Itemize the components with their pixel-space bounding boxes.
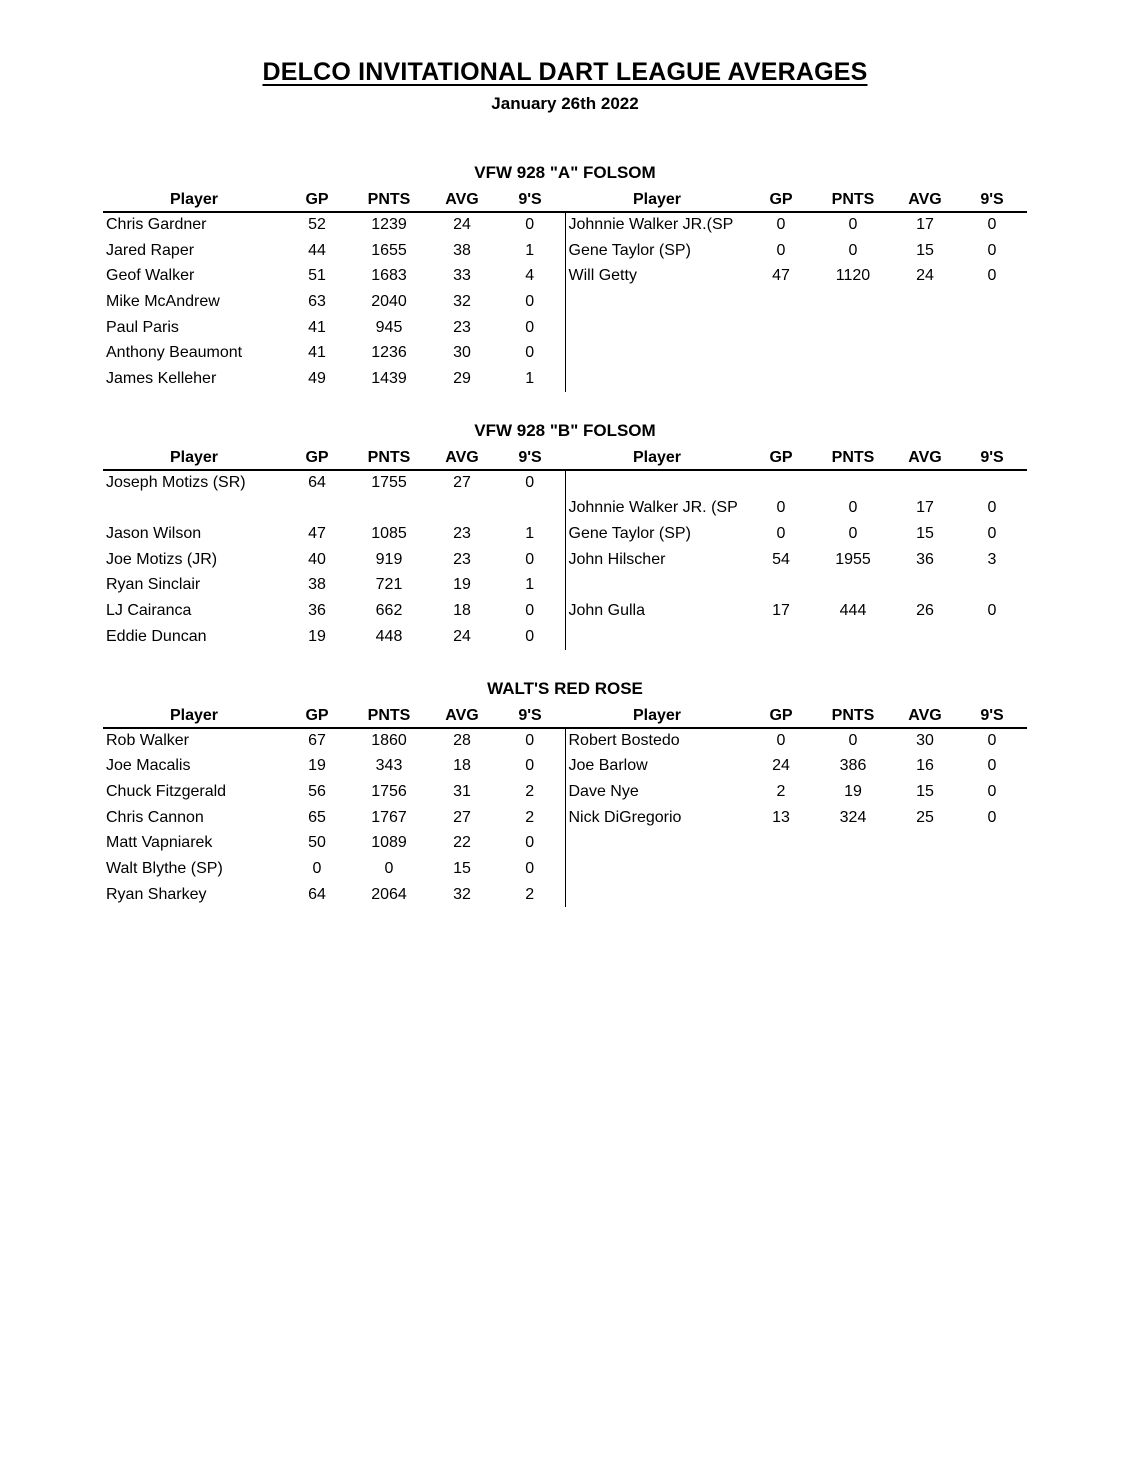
stat-cell: 1655	[371, 241, 407, 259]
stat-cell	[957, 882, 1027, 908]
stat-cell	[957, 366, 1027, 392]
stat-cell: 0	[776, 216, 786, 234]
stat-cell: 30	[453, 344, 471, 362]
stat-cell: 1	[525, 369, 535, 387]
player-name-cell	[565, 366, 749, 392]
stat-cell: 1239	[371, 216, 407, 234]
player-name-cell: Mike McAndrew	[106, 292, 220, 310]
stat-cell: 1755	[371, 474, 407, 492]
stat-cell	[813, 573, 893, 599]
stat-cell: 0	[848, 499, 858, 517]
col-header-pnts: PNTS	[349, 444, 429, 470]
player-name-cell: Jared Raper	[106, 241, 195, 259]
col-header-player: Player	[565, 186, 749, 212]
stat-cell: 56	[308, 782, 326, 800]
player-name-cell	[565, 573, 749, 599]
stat-cell: 15	[916, 241, 934, 259]
player-name-cell: Gene Taylor (SP)	[565, 521, 749, 547]
stat-cell: 41	[308, 318, 326, 336]
section-heading: VFW 928 "A" FOLSOM	[474, 163, 656, 182]
stat-cell	[893, 624, 957, 650]
stat-cell: 945	[375, 318, 403, 336]
stat-cell: 33	[453, 267, 471, 285]
player-name-cell: John Gulla	[565, 598, 749, 624]
stat-cell: 17	[772, 602, 790, 620]
player-name-cell: Chris Gardner	[106, 216, 207, 234]
table-row	[103, 624, 1027, 650]
stat-cell: 4	[525, 267, 535, 285]
section-heading: VFW 928 "B" FOLSOM	[474, 420, 656, 440]
document-content	[103, 0, 1027, 907]
stat-cell: 23	[453, 525, 471, 543]
stat-cell: 54	[772, 550, 790, 568]
stat-cell: 1120	[835, 267, 871, 285]
player-name-cell: Jason Wilson	[106, 525, 202, 543]
stat-cell: 19	[844, 782, 862, 800]
stat-cell	[893, 470, 957, 496]
player-name-cell: Matt Vapniarek	[106, 834, 213, 852]
stat-cell: 1767	[371, 808, 407, 826]
col-header-9s: 9'S	[495, 702, 565, 728]
player-name-cell: Geof Walker	[106, 267, 195, 285]
stat-cell: 24	[453, 627, 471, 645]
stat-cell: 0	[525, 318, 535, 336]
stat-cell: 44	[308, 241, 326, 259]
header-row	[103, 186, 1027, 212]
stat-cell	[957, 856, 1027, 882]
col-header-pnts: PNTS	[813, 702, 893, 728]
stat-cell: 2	[776, 782, 786, 800]
stat-cell: 0	[525, 344, 535, 362]
stat-cell: 29	[453, 369, 471, 387]
header-row	[103, 444, 1027, 470]
stat-cell: 1860	[371, 731, 407, 749]
player-name-cell	[103, 496, 285, 522]
stat-cell: 50	[308, 834, 326, 852]
player-name-cell	[565, 882, 749, 908]
stat-cell: 0	[525, 602, 535, 620]
col-header-9s: 9'S	[957, 702, 1027, 728]
stat-cell: 1	[525, 576, 535, 594]
stat-cell: 24	[916, 267, 934, 285]
stat-cell: 0	[987, 602, 997, 620]
averages-table	[103, 186, 1027, 392]
stat-cell: 0	[848, 525, 858, 543]
player-name-cell: Nick DiGregorio	[565, 805, 749, 831]
stat-cell	[749, 882, 813, 908]
stat-cell: 47	[772, 267, 790, 285]
col-header-player: Player	[103, 702, 285, 728]
stat-cell: 0	[848, 731, 858, 749]
league-section-vfw-a	[103, 163, 1027, 392]
averages-table	[103, 702, 1027, 908]
player-name-cell: Eddie Duncan	[106, 627, 207, 645]
stat-cell	[813, 624, 893, 650]
player-name-cell: Walt Blythe (SP)	[106, 859, 223, 877]
player-name-cell: LJ Cairanca	[106, 602, 192, 620]
col-header-gp: GP	[285, 444, 349, 470]
stat-cell: 0	[848, 241, 858, 259]
player-name-cell: Johnnie Walker JR.(SP	[565, 212, 749, 238]
player-name-cell: Gene Taylor (SP)	[565, 238, 749, 264]
stat-cell: 25	[916, 808, 934, 826]
table-row	[103, 779, 1027, 805]
stat-cell	[749, 315, 813, 341]
player-name-cell	[565, 340, 749, 366]
stat-cell: 64	[308, 474, 326, 492]
stat-cell: 0	[987, 757, 997, 775]
stat-cell	[749, 830, 813, 856]
stat-cell	[285, 496, 349, 522]
stat-cell	[813, 470, 893, 496]
table-row	[103, 238, 1027, 264]
col-header-avg: AVG	[893, 702, 957, 728]
stat-cell: 448	[375, 627, 403, 645]
col-header-player: Player	[565, 702, 749, 728]
stat-cell: 1089	[371, 834, 407, 852]
stat-cell: 0	[848, 216, 858, 234]
stat-cell	[957, 315, 1027, 341]
stat-cell: 16	[916, 757, 934, 775]
stat-cell: 1085	[371, 525, 407, 543]
player-name-cell	[565, 315, 749, 341]
col-header-player: Player	[565, 444, 749, 470]
stat-cell: 0	[987, 499, 997, 517]
stat-cell: 27	[453, 808, 471, 826]
stat-cell	[749, 340, 813, 366]
stat-cell	[893, 340, 957, 366]
player-name-cell: James Kelleher	[106, 369, 217, 387]
stat-cell: 0	[525, 731, 535, 749]
col-header-gp: GP	[749, 186, 813, 212]
player-name-cell: Chuck Fitzgerald	[106, 782, 227, 800]
stat-cell: 0	[776, 525, 786, 543]
stat-cell: 23	[453, 318, 471, 336]
stat-cell: 0	[776, 499, 786, 517]
stat-cell: 919	[375, 550, 403, 568]
stat-cell: 0	[987, 241, 997, 259]
table-row	[103, 547, 1027, 573]
stat-cell: 22	[453, 834, 471, 852]
stat-cell: 17	[916, 216, 934, 234]
stat-cell: 662	[375, 602, 403, 620]
stat-cell	[349, 496, 429, 522]
stat-cell	[957, 573, 1027, 599]
stat-cell: 32	[453, 292, 471, 310]
stat-cell: 0	[525, 757, 535, 775]
stat-cell: 0	[525, 216, 535, 234]
stat-cell	[957, 830, 1027, 856]
stat-cell: 40	[308, 550, 326, 568]
stat-cell	[749, 366, 813, 392]
stat-cell: 1683	[371, 267, 407, 285]
stat-cell: 19	[308, 757, 326, 775]
player-name-cell: John Hilscher	[565, 547, 749, 573]
stat-cell: 386	[839, 757, 867, 775]
stat-cell: 1236	[371, 344, 407, 362]
col-header-9s: 9'S	[495, 444, 565, 470]
stat-cell	[749, 470, 813, 496]
col-header-avg: AVG	[893, 444, 957, 470]
stat-cell	[813, 340, 893, 366]
col-header-9s: 9'S	[957, 444, 1027, 470]
player-name-cell: Ryan Sinclair	[106, 576, 201, 594]
stat-cell	[957, 470, 1027, 496]
player-name-cell: Joe Barlow	[565, 753, 749, 779]
table-row	[103, 521, 1027, 547]
stat-cell: 19	[453, 576, 471, 594]
player-name-cell: Robert Bostedo	[565, 728, 749, 754]
stat-cell: 0	[525, 474, 535, 492]
table-row	[103, 212, 1027, 238]
stat-cell: 18	[453, 757, 471, 775]
table-row	[103, 573, 1027, 599]
col-header-gp: GP	[749, 702, 813, 728]
stat-cell	[813, 856, 893, 882]
player-name-cell	[565, 624, 749, 650]
player-name-cell: Paul Paris	[106, 318, 179, 336]
stat-cell: 64	[308, 885, 326, 903]
stat-cell	[957, 289, 1027, 315]
table-row	[103, 340, 1027, 366]
stat-cell: 28	[453, 731, 471, 749]
stat-cell: 41	[308, 344, 326, 362]
stat-cell	[813, 366, 893, 392]
table-row	[103, 470, 1027, 496]
stat-cell: 13	[772, 808, 790, 826]
stat-cell: 23	[453, 550, 471, 568]
stat-cell	[893, 882, 957, 908]
stat-cell	[957, 624, 1027, 650]
stat-cell	[749, 573, 813, 599]
stat-cell	[749, 856, 813, 882]
col-header-pnts: PNTS	[813, 444, 893, 470]
table-body	[103, 212, 1027, 392]
stat-cell: 0	[987, 782, 997, 800]
player-name-cell: Johnnie Walker JR. (SP	[565, 496, 749, 522]
stat-cell: 51	[308, 267, 326, 285]
stat-cell: 0	[776, 731, 786, 749]
col-header-9s: 9'S	[495, 186, 565, 212]
stat-cell	[893, 289, 957, 315]
player-name-cell: Rob Walker	[106, 731, 189, 749]
stat-cell: 31	[453, 782, 471, 800]
stat-cell: 47	[308, 525, 326, 543]
player-name-cell	[565, 830, 749, 856]
stat-cell: 2064	[371, 885, 407, 903]
table-body	[103, 728, 1027, 908]
player-name-cell: Chris Cannon	[106, 808, 204, 826]
stat-cell: 18	[453, 602, 471, 620]
stat-cell: 38	[308, 576, 326, 594]
col-header-gp: GP	[285, 702, 349, 728]
col-header-avg: AVG	[429, 186, 495, 212]
stat-cell: 2	[525, 808, 535, 826]
stat-cell: 30	[916, 731, 934, 749]
stat-cell: 0	[384, 859, 394, 877]
player-name-cell: Will Getty	[565, 263, 749, 289]
table-row	[103, 315, 1027, 341]
stat-cell: 19	[308, 627, 326, 645]
player-name-cell: Joseph Motizs (SR)	[106, 474, 246, 492]
player-name-cell: Joe Macalis	[106, 757, 191, 775]
table-row	[103, 598, 1027, 624]
averages-table	[103, 444, 1027, 650]
stat-cell: 0	[987, 216, 997, 234]
stat-cell	[749, 624, 813, 650]
player-name-cell: Joe Motizs (JR)	[106, 550, 218, 568]
stat-cell: 32	[453, 885, 471, 903]
stat-cell	[813, 882, 893, 908]
stat-cell: 0	[776, 241, 786, 259]
stat-cell: 24	[772, 757, 790, 775]
table-row	[103, 882, 1027, 908]
table-row	[103, 805, 1027, 831]
header-row	[103, 702, 1027, 728]
stat-cell	[749, 289, 813, 315]
stat-cell: 2040	[371, 292, 407, 310]
stat-cell: 2	[525, 782, 535, 800]
col-header-gp: GP	[285, 186, 349, 212]
stat-cell	[893, 830, 957, 856]
stat-cell: 65	[308, 808, 326, 826]
table-row	[103, 263, 1027, 289]
stat-cell: 49	[308, 369, 326, 387]
stat-cell: 63	[308, 292, 326, 310]
stat-cell: 1	[525, 241, 535, 259]
stat-cell: 0	[987, 267, 997, 285]
stat-cell	[495, 496, 565, 522]
section-heading: WALT'S RED ROSE	[487, 678, 643, 698]
stat-cell	[893, 366, 957, 392]
stat-cell: 1756	[371, 782, 407, 800]
col-header-avg: AVG	[429, 444, 495, 470]
stat-cell	[957, 340, 1027, 366]
player-name-cell: Ryan Sharkey	[106, 885, 207, 903]
stat-cell	[813, 289, 893, 315]
table-row	[103, 366, 1027, 392]
stat-cell: 324	[839, 808, 867, 826]
player-name-cell	[565, 289, 749, 315]
stat-cell: 17	[916, 499, 934, 517]
table-header	[103, 186, 1027, 212]
table-row	[103, 289, 1027, 315]
stat-cell	[813, 830, 893, 856]
stat-cell: 1	[525, 525, 535, 543]
col-header-gp: GP	[749, 444, 813, 470]
stat-cell: 27	[453, 474, 471, 492]
table-row	[103, 728, 1027, 754]
page-title: DELCO INVITATIONAL DART LEAGUE AVERAGES	[262, 58, 868, 86]
col-header-avg: AVG	[429, 702, 495, 728]
stat-cell: 38	[453, 241, 471, 259]
table-row	[103, 753, 1027, 779]
col-header-9s: 9'S	[957, 186, 1027, 212]
stat-cell: 0	[987, 525, 997, 543]
stat-cell: 0	[525, 834, 535, 852]
stat-cell	[893, 856, 957, 882]
stat-cell: 721	[375, 576, 403, 594]
stat-cell: 0	[525, 859, 535, 877]
stat-cell: 0	[987, 731, 997, 749]
table-row	[103, 856, 1027, 882]
stat-cell: 24	[453, 216, 471, 234]
stat-cell: 343	[375, 757, 403, 775]
table-body	[103, 470, 1027, 650]
stat-cell: 15	[916, 782, 934, 800]
league-section-vfw-b	[103, 421, 1027, 650]
stat-cell	[429, 496, 495, 522]
col-header-pnts: PNTS	[349, 186, 429, 212]
stat-cell: 0	[987, 808, 997, 826]
stat-cell: 67	[308, 731, 326, 749]
player-name-cell	[565, 856, 749, 882]
stat-cell: 1955	[835, 550, 871, 568]
table-header	[103, 702, 1027, 728]
stat-cell: 0	[312, 859, 322, 877]
stat-cell: 2	[525, 885, 535, 903]
stat-cell	[813, 315, 893, 341]
table-row	[103, 830, 1027, 856]
stat-cell: 0	[525, 550, 535, 568]
stat-cell: 0	[525, 292, 535, 310]
stat-cell: 444	[839, 602, 867, 620]
stat-cell: 1439	[371, 369, 407, 387]
stat-cell: 26	[916, 602, 934, 620]
league-section-walts-red-rose	[103, 679, 1027, 908]
col-header-avg: AVG	[893, 186, 957, 212]
player-name-cell: Anthony Beaumont	[106, 344, 243, 362]
stat-cell	[893, 315, 957, 341]
stat-cell	[893, 573, 957, 599]
table-row	[103, 496, 1027, 522]
player-name-cell	[565, 470, 749, 496]
stat-cell: 15	[916, 525, 934, 543]
stat-cell: 52	[308, 216, 326, 234]
col-header-player: Player	[103, 186, 285, 212]
stat-cell: 15	[453, 859, 471, 877]
table-header	[103, 444, 1027, 470]
page-date: January 26th 2022	[491, 94, 639, 113]
player-name-cell: Dave Nye	[565, 779, 749, 805]
col-header-pnts: PNTS	[813, 186, 893, 212]
stat-cell: 36	[308, 602, 326, 620]
stat-cell: 0	[525, 627, 535, 645]
col-header-player: Player	[103, 444, 285, 470]
stat-cell: 3	[987, 550, 997, 568]
col-header-pnts: PNTS	[349, 702, 429, 728]
stat-cell: 36	[916, 550, 934, 568]
